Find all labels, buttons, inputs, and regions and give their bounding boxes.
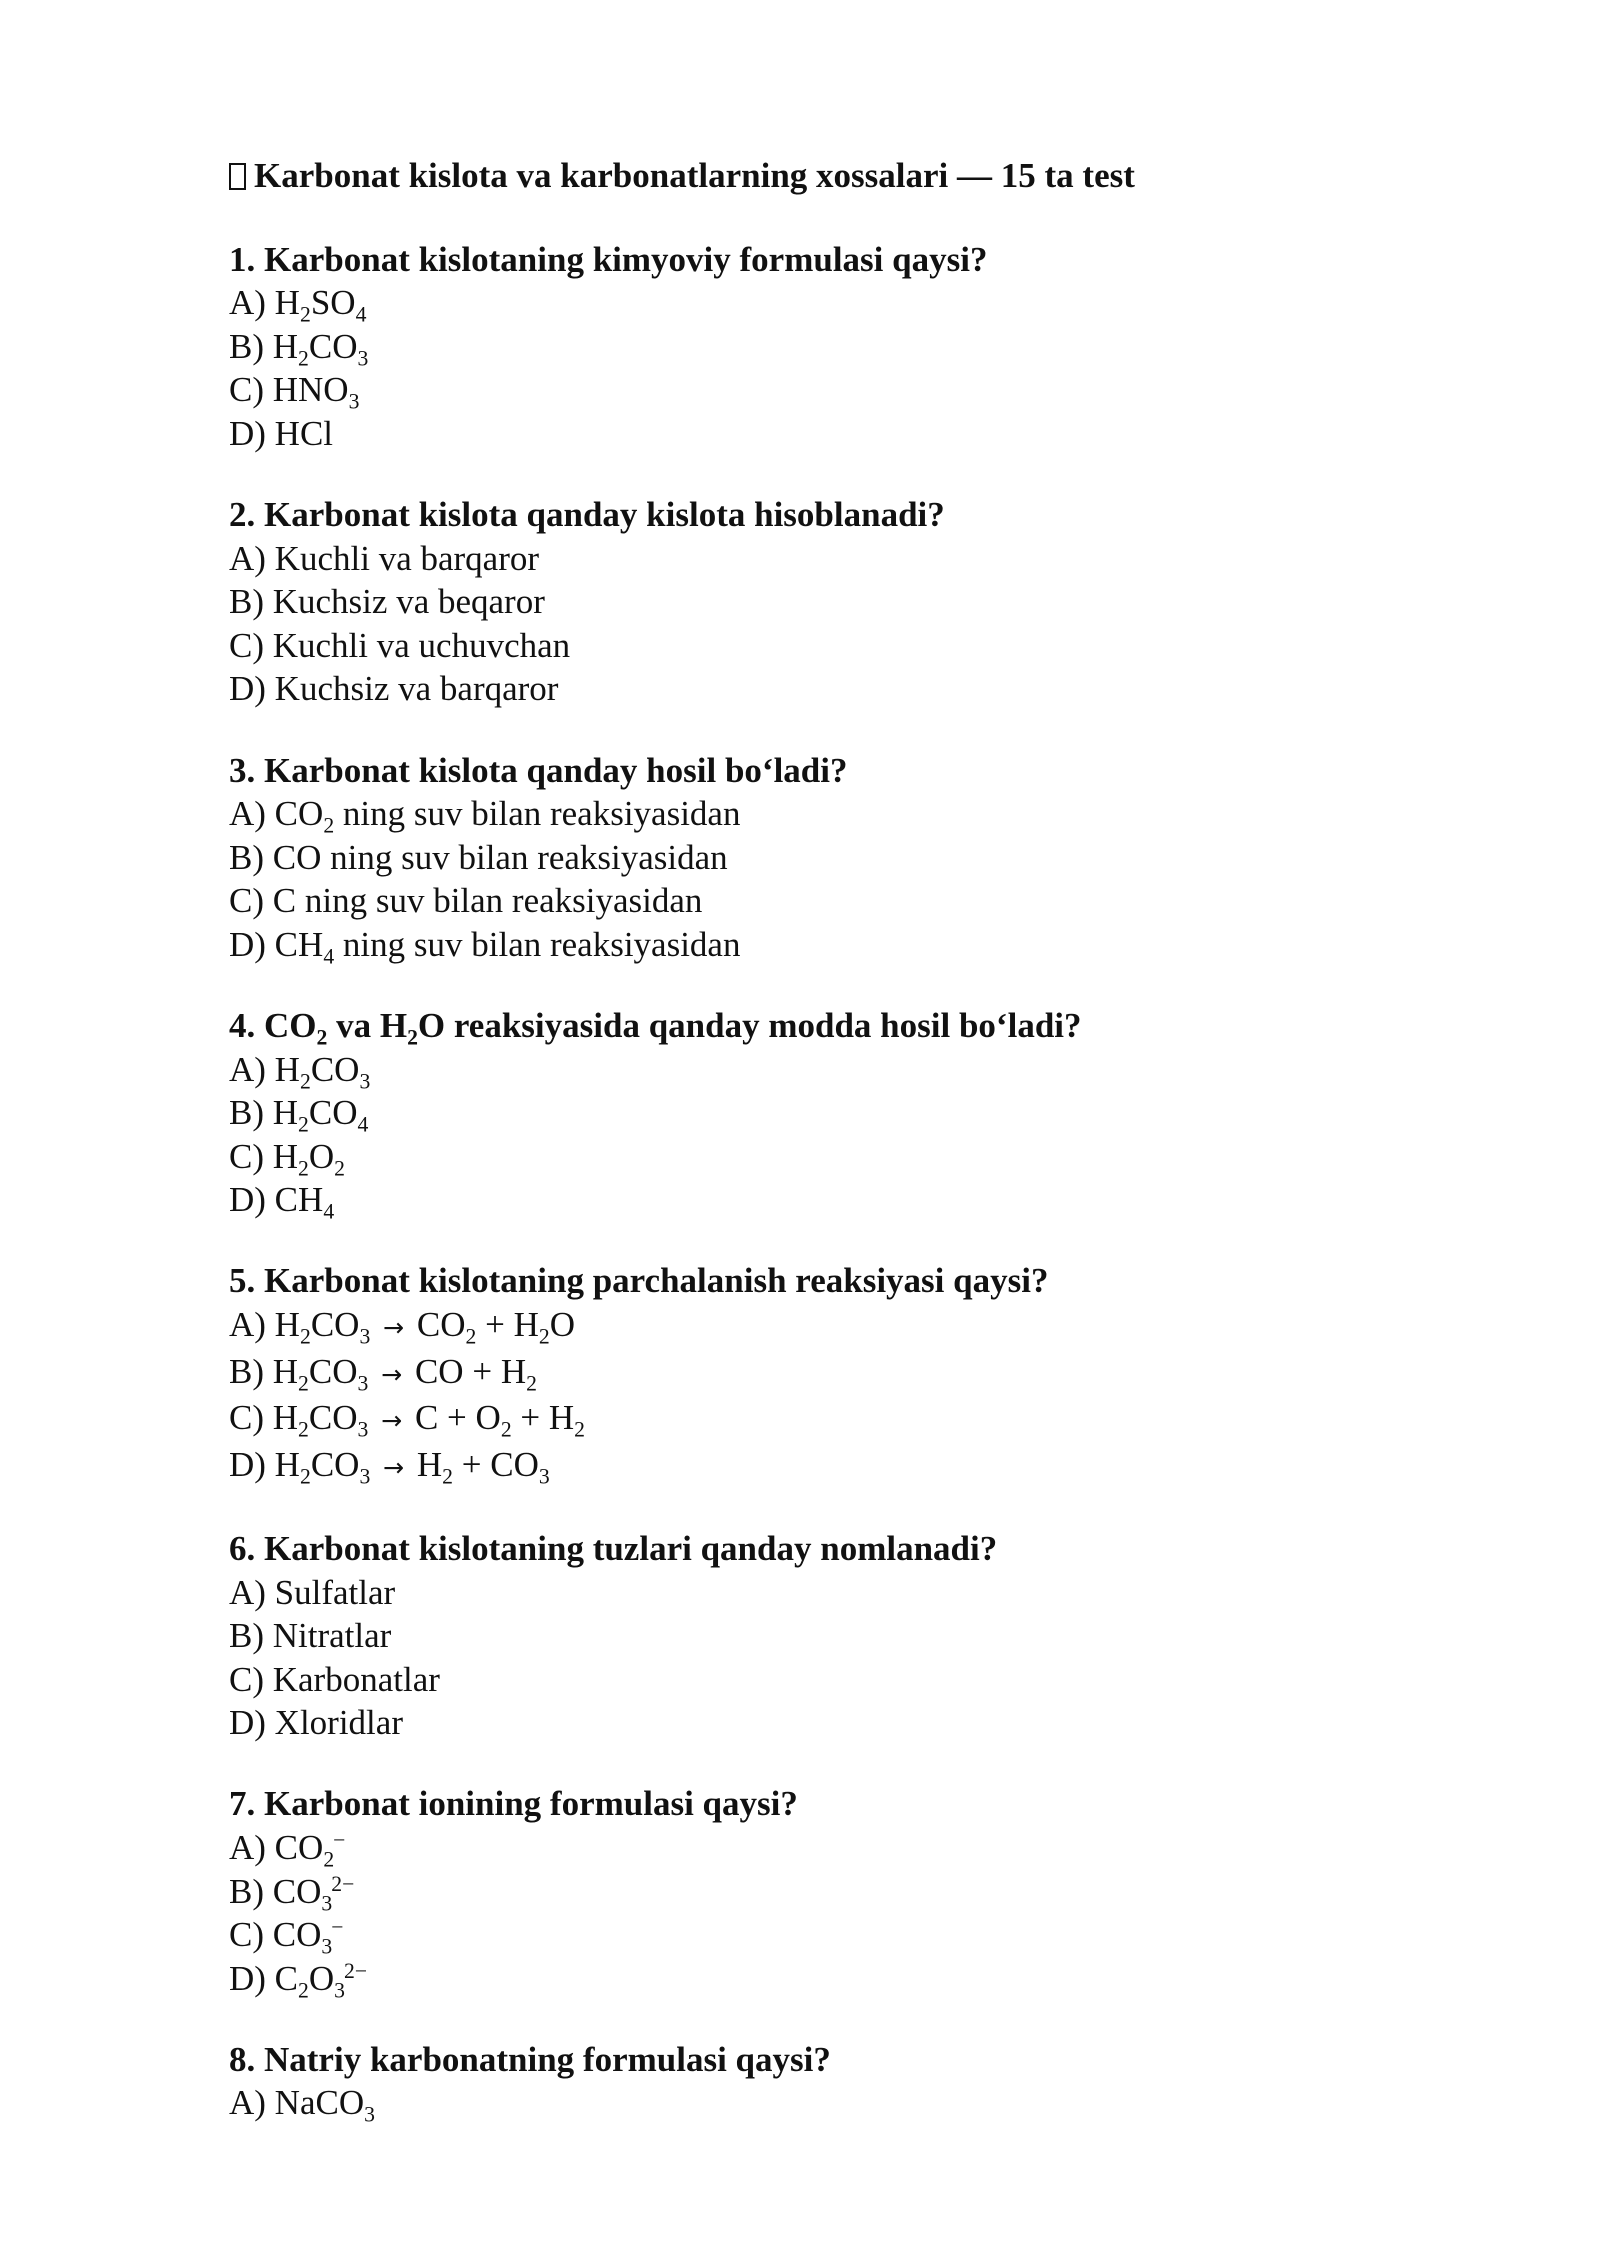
answer-option-a: A) NaCO$_3$ — [229, 2083, 375, 2128]
answer-option-d: D) HCl — [229, 413, 334, 453]
question-text: 2. Karbonat kislota qanday kislota hisoblanadi? — [229, 495, 945, 535]
answer-option-c: C) $H_2O_2$ — [229, 1136, 345, 1181]
document-title-text: Karbonat kislota va karbonatlarning xossalari — 15 ta test — [254, 156, 1135, 195]
answer-option-d: D) $CH_4$ — [229, 1180, 335, 1224]
answer-option-c: C) $CO_3^-$ — [229, 1915, 344, 1959]
question-text: 5. Karbonat kislotaning parchalanish reaksiyasi qaysi? — [229, 1261, 1049, 1301]
question-text: 3. Karbonat kislota qanday hosil bo‘ladi? — [229, 750, 848, 790]
answer-option-b: B) CO ning suv bilan reaksiyasidan — [229, 837, 728, 877]
answer-option-b: B) Nitratlar — [229, 1616, 392, 1656]
answer-option-d: D) $H_2CO_3 \to H_2 + CO_3$ — [229, 1444, 550, 1489]
answer-option-b: B) Kuchsiz va beqaror — [229, 582, 545, 622]
answer-option-a: A) $CO_2$ ning suv bilan reaksiyasidan — [229, 794, 741, 838]
answer-option-d: D) Kuchsiz va barqaror — [229, 669, 559, 709]
question-4 — [229, 1004, 1379, 1222]
answer-option-d: D) Xloridlar — [229, 1703, 403, 1743]
answer-option-a: A) $H_2CO_3$ — [229, 1049, 371, 1094]
question-text: 7. Karbonat ionining formulasi qaysi? — [229, 1784, 798, 1824]
question-2 — [229, 493, 1379, 711]
answer-option-d: D) $CH_4$ ning suv bilan reaksiyasidan — [229, 924, 741, 969]
question-text: 4. $CO_2$ va $H_2O$ reaksiyasida qanday modda hosil bo‘ladi? — [229, 1006, 1082, 1050]
answer-option-c: C) Kuchli va uchuvchan — [229, 625, 571, 665]
question-1 — [229, 238, 1379, 456]
answer-option-a: A) $CO_2^-$ — [229, 1828, 346, 1872]
question-text: 6. Karbonat kislotaning tuzlari qanday nomlanadi? — [229, 1528, 998, 1568]
answer-option-c: C) C ning suv bilan reaksiyasidan — [229, 881, 703, 921]
question-8 — [229, 2038, 1379, 2128]
answer-option-a: A) Kuchli va barqaror — [229, 538, 540, 578]
answer-option-b: B) $H_2CO_3$ — [229, 326, 369, 371]
answer-option-b: B) $H_2CO_3$ → CO + $H_2$ — [229, 1351, 537, 1396]
question-3 — [229, 749, 1379, 967]
answer-option-b: B) $CO_3^{2-}$ — [229, 1871, 355, 1916]
missing-glyph-box-icon — [229, 163, 246, 190]
answer-option-b: B) $H_2CO_4$ — [229, 1093, 369, 1137]
question-text: 1. Karbonat kislotaning kimyoviy formulasi qaysi? — [229, 239, 988, 279]
answer-option-c: C) $HNO_3$ — [229, 370, 360, 414]
answer-option-c: C) Karbonatlar — [229, 1659, 440, 1699]
question-text: 8. Natriy karbonatning formulasi qaysi? — [229, 2039, 831, 2079]
document-page — [229, 154, 1379, 2128]
document-title — [229, 154, 1379, 198]
question-7 — [229, 1782, 1379, 2003]
answer-option-a: A) $H_2CO_3 \to CO_2 + H_2O$ — [229, 1305, 575, 1349]
question-6 — [229, 1527, 1379, 1745]
answer-option-a: A) $H_2SO_4$ — [229, 283, 367, 327]
answer-option-a: A) Sulfatlar — [229, 1572, 396, 1612]
question-5 — [229, 1259, 1379, 1489]
answer-option-d: D) $C_2O_3^{2-}$ — [229, 1958, 368, 2003]
answer-option-c: C) $H_2CO_3 \to C + O_2 + H_2$ — [229, 1398, 586, 1442]
question-list — [229, 238, 1379, 2128]
